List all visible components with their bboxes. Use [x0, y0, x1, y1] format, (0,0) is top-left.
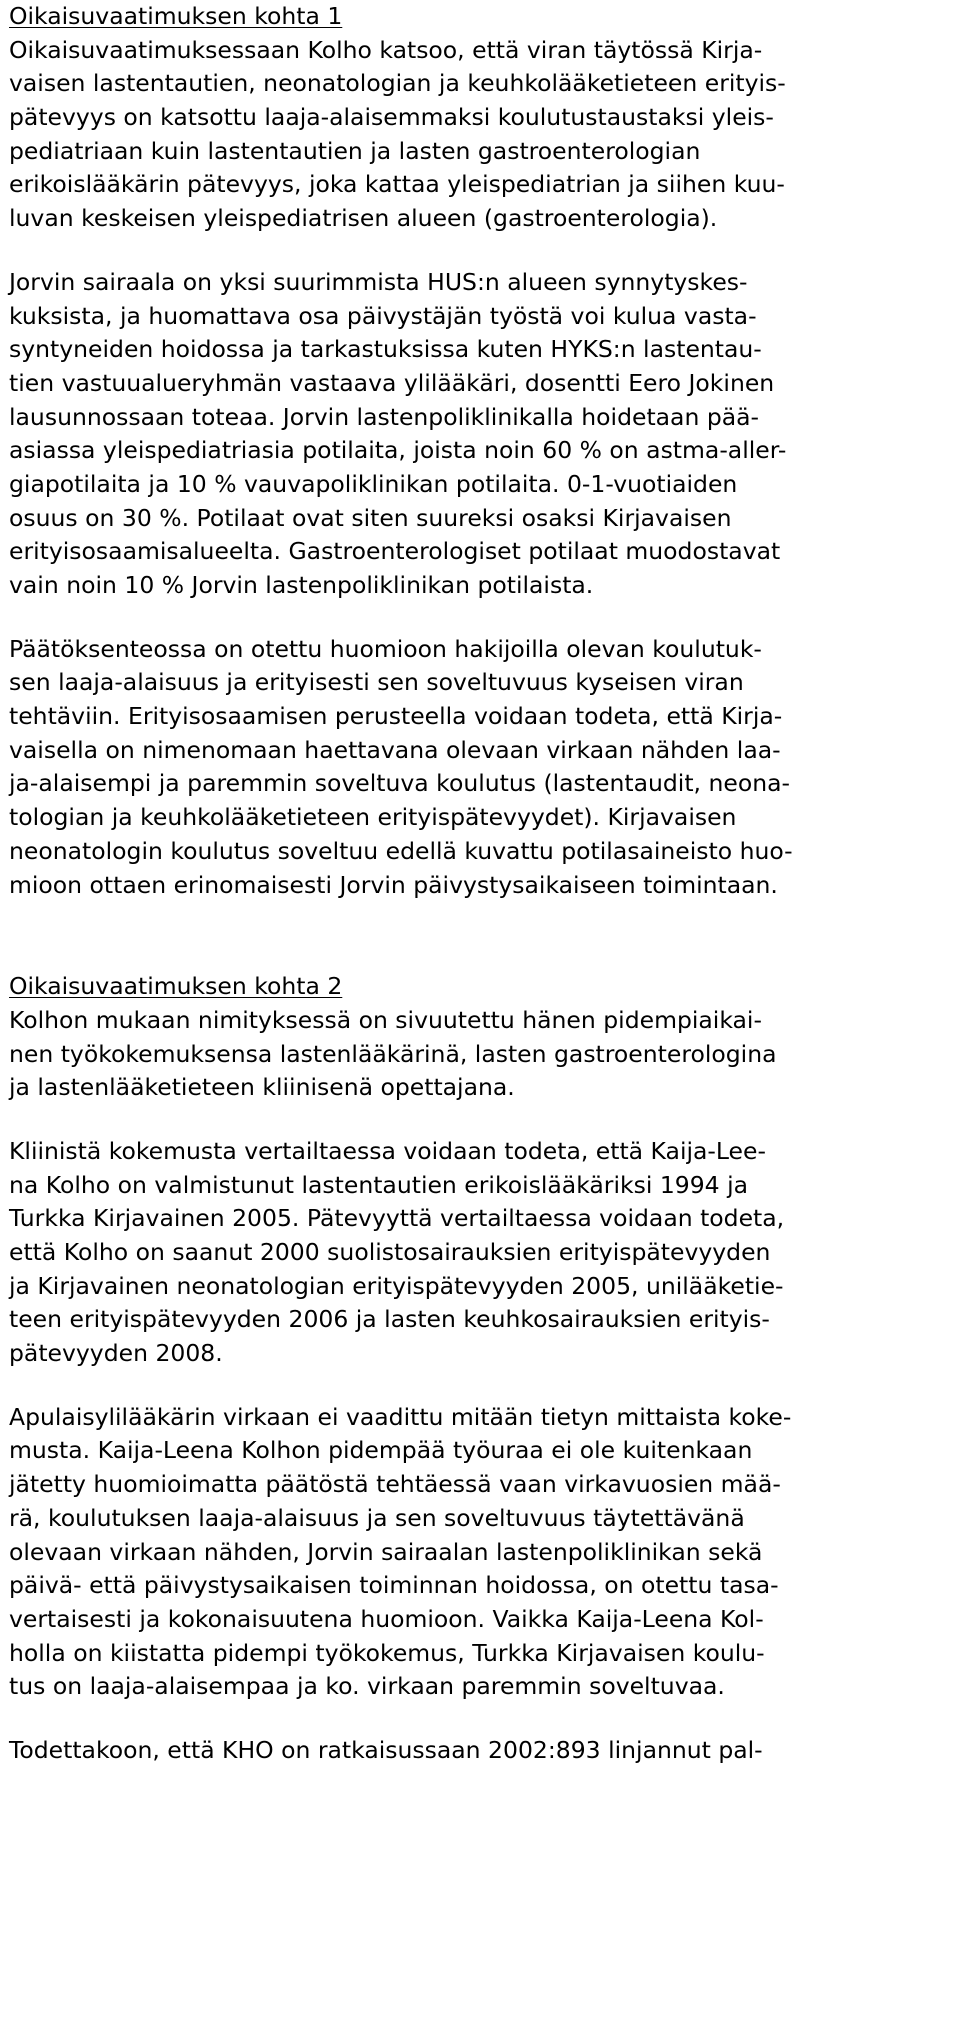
text-line: sen laaja-alaisuus ja erityisesti sen soveltuvuus kyseisen viran [9, 668, 744, 697]
text-line: vaisen lastentautien, neonatologian ja keuhkolääketieteen erityis- [9, 69, 786, 98]
text-line: vertaisesti ja kokonaisuutena huomioon. Vaikka Kaija-Leena Kol- [9, 1604, 764, 1633]
text-line: pediatriaan kuin lastentautien ja lasten gastroenterologian [9, 136, 701, 165]
text-line: Oikaisuvaatimuksessaan Kolho katsoo, että viran täytössä Kirja- [9, 35, 763, 64]
section-1 [9, 0, 959, 902]
text-line: pätevyys on katsottu laaja-alaisemmaksi koulutustaustaksi yleis- [9, 103, 774, 132]
text-line: osuus on 30 %. Potilaat ovat siten suureksi osaksi Kirjavaisen [9, 503, 732, 532]
text-line: erityisosaamisalueelta. Gastroenterologiset potilaat muodostavat [9, 537, 781, 566]
paragraph [9, 633, 959, 903]
text-line: rä, koulutuksen laaja-alaisuus ja sen soveltuvuus täytettävänä [9, 1503, 745, 1532]
text-line: Päätöksenteossa on otettu huomioon hakijoilla olevan koulutuk- [9, 634, 762, 663]
section-2 [9, 970, 959, 1767]
text-line: Todettakoon, että KHO on ratkaisussaan 2002:893 linjannut pal- [9, 1735, 763, 1764]
text-line: olevaan virkaan nähden, Jorvin sairaalan lastenpoliklinikan sekä [9, 1537, 763, 1566]
text-line: tehtäviin. Erityisosaamisen perusteella voidaan todeta, että Kirja- [9, 702, 783, 731]
text-line: Jorvin sairaala on yksi suurimmista HUS:n alueen synnytyskes- [9, 267, 748, 296]
text-line: erikoislääkärin pätevyys, joka kattaa yleispediatrian ja siihen kuu- [9, 170, 785, 199]
text-line: ja lastenlääketieteen kliinisenä opettajana. [9, 1073, 515, 1102]
text-line: holla on kiistatta pidempi työkokemus, Turkka Kirjavaisen koulu- [9, 1638, 765, 1667]
text-line: na Kolho on valmistunut lastentautien erikoislääkäriksi 1994 ja [9, 1170, 749, 1199]
text-line: Turkka Kirjavainen 2005. Pätevyyttä vertailtaessa voidaan todeta, [9, 1204, 785, 1233]
paragraph [9, 1004, 959, 1105]
section-heading: Oikaisuvaatimuksen kohta 1 [9, 2, 343, 30]
text-line: jätetty huomioimatta päätöstä tehtäessä vaan virkavuosien mää- [9, 1470, 781, 1499]
text-line: päivä- että päivystysaikaisen toiminnan hoidossa, on otettu tasa- [9, 1571, 779, 1600]
text-line: tus on laaja-alaisempaa ja ko. virkaan paremmin soveltuvaa. [9, 1672, 725, 1701]
paragraph [9, 34, 959, 236]
text-line: ja Kirjavainen neonatologian erityispätevyyden 2005, unilääketie- [9, 1271, 784, 1300]
text-line: tologian ja keuhkolääketieteen erityispätevyydet). Kirjavaisen [9, 803, 737, 832]
text-line: mioon ottaen erinomaisesti Jorvin päivystysaikaiseen toimintaan. [9, 870, 778, 899]
text-line: Kolhon mukaan nimityksessä on sivuutettu hänen pidempiaikai- [9, 1005, 762, 1034]
text-line: Apulaisylilääkärin virkaan ei vaadittu mitään tietyn mittaista koke- [9, 1402, 792, 1431]
text-line: vaisella on nimenomaan haettavana olevaan virkaan nähden laa- [9, 735, 781, 764]
text-line: ja-alaisempi ja paremmin soveltuva koulutus (lastentaudit, neona- [9, 769, 790, 798]
text-line: pätevyyden 2008. [9, 1339, 223, 1368]
text-line: lausunnossaan toteaa. Jorvin lastenpoliklinikalla hoidetaan pää- [9, 402, 760, 431]
text-line: vain noin 10 % Jorvin lastenpoliklinikan potilaista. [9, 571, 594, 599]
text-line: neonatologin koulutus soveltuu edellä kuvattu potilasaineisto huo- [9, 836, 793, 865]
section-heading: Oikaisuvaatimuksen kohta 2 [9, 972, 343, 1001]
paragraph [9, 1401, 959, 1704]
text-line: teen erityispätevyyden 2006 ja lasten keuhkosairauksien erityis- [9, 1305, 770, 1334]
text-line: luvan keskeisen yleispediatrisen alueen (gastroenterologia). [9, 204, 718, 233]
paragraph [9, 266, 959, 603]
text-line: musta. Kaija-Leena Kolhon pidempää työuraa ei ole kuitenkaan [9, 1436, 753, 1465]
text-line: tien vastuualueryhmän vastaava ylilääkäri, dosentti Eero Jokinen [9, 368, 775, 397]
text-line: syntyneiden hoidossa ja tarkastuksissa kuten HYKS:n lastentau- [9, 335, 762, 364]
text-line: giapotilaita ja 10 % vauvapoliklinikan potilaita. 0-1-vuotiaiden [9, 469, 738, 498]
paragraph [9, 1135, 959, 1371]
text-line: asiassa yleispediatriasia potilaita, joista noin 60 % on astma-aller- [9, 436, 787, 465]
text-line: kuksista, ja huomattava osa päivystäjän työstä voi kulua vasta- [9, 301, 757, 330]
text-line: että Kolho on saanut 2000 suolistosairauksien erityispätevyyden [9, 1238, 771, 1266]
document-page [9, 0, 959, 1768]
text-line: nen työkokemuksensa lastenlääkärinä, lasten gastroenterologina [9, 1039, 777, 1068]
text-line: Kliinistä kokemusta vertailtaessa voidaan todeta, että Kaija-Lee- [9, 1136, 766, 1165]
paragraph [9, 1734, 959, 1768]
